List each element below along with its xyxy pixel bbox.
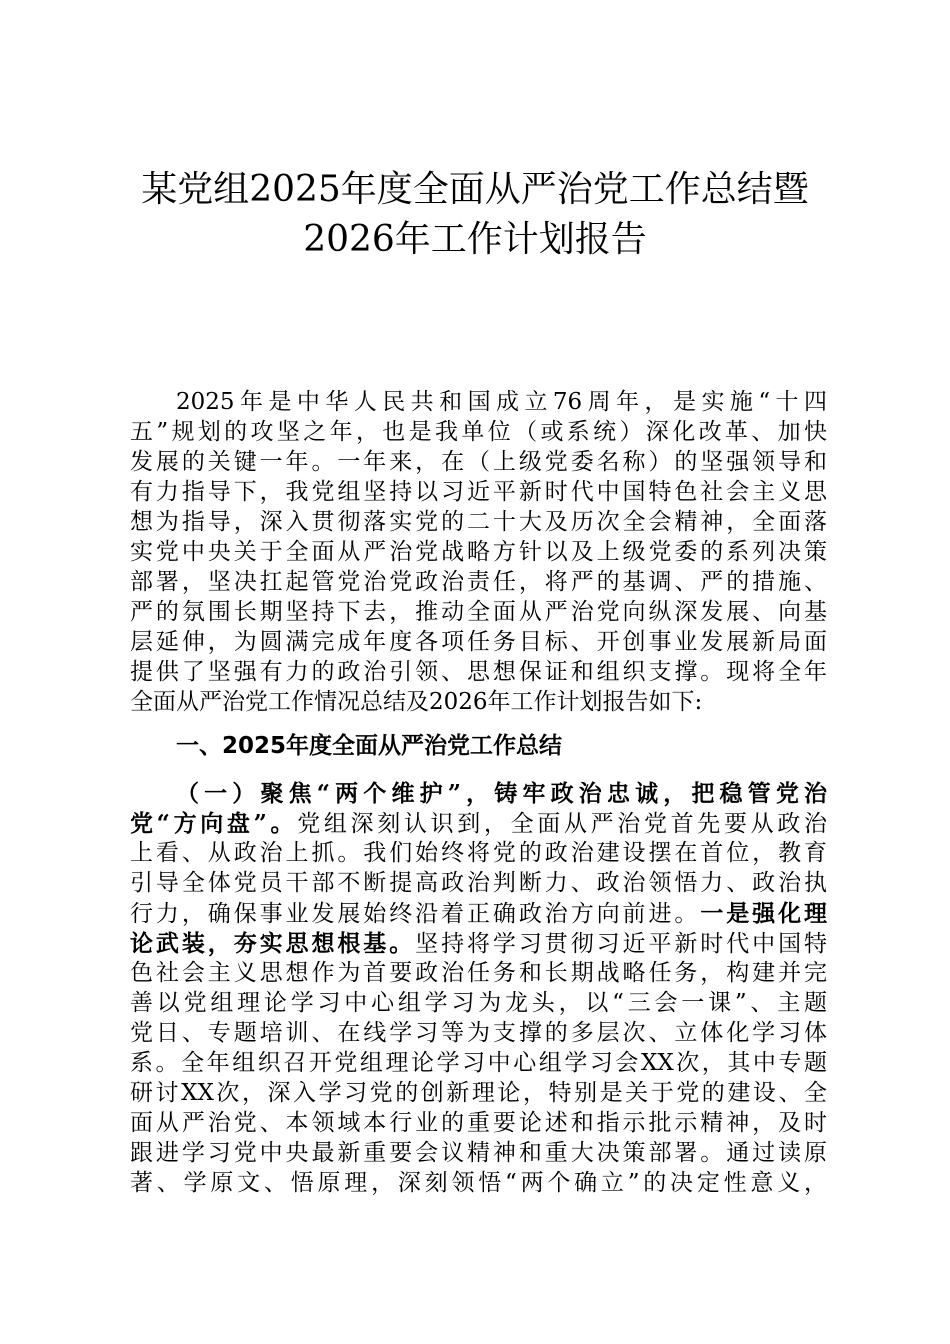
subsection-title-end: 党“方向盘”。 [130,810,298,837]
intro-line: 提供了坚强有力的政治引领、思想保证和组织支撑。现将全年 [130,659,827,685]
intro-line: 想为指导，深入贯彻落实党的二十大及历次全会精神，全面落 [130,509,827,535]
intro-line: 实党中央关于全面从严治党战略方针以及上级党委的系列决策 [130,539,827,565]
intro-line: 严的氛围长期坚持下去，推动全面从严治党向纵深发展、向基 [130,599,827,625]
subsection-line [130,929,827,961]
subsection-line: 引导全体党员干部不断提高政治判断力、政治领悟力、政治执 [130,870,827,896]
document-title-line-2: 2026年工作计划报告 [303,219,647,260]
intro-line: 发展的关键一年。一年来，在（上级党委名称）的坚强领导和 [130,449,827,475]
subsection-line: 上看、从政治上抓。我们始终将党的政治建设摆在首位，教育 [130,840,827,866]
subsection-text: 坚持将学习贯彻习近平新时代中国特 [415,931,828,957]
subsection-line: 党日、专题培训、在线学习等为支撑的多层次、立体化学习体 [130,1020,827,1046]
subsection-line [130,899,827,931]
point-title-end: 论武装，夯实思想根基。 [130,930,416,957]
subsection-line: 研讨XX次，深入学习党的创新理论，特别是关于党的建设、全 [130,1080,827,1106]
subsection-line: 色社会主义思想作为首要政治任务和长期战略任务，构建并完 [130,960,827,986]
intro-line: 2025年是中华人民共和国成立76周年，是实施“十四 [176,389,827,415]
subsection-text: 党组深刻认识到，全面从严治党首先要从政治 [297,811,827,837]
subsection-line: 善以党组理论学习中心组学习为龙头，以“三会一课”、主题 [130,990,827,1016]
point-title: 一是强化理 [700,900,828,927]
document-title-line-1: 某党组2025年度全面从严治党工作总结暨 [141,169,809,210]
intro-line: 五”规划的攻坚之年，也是我单位（或系统）深化改革、加快 [130,419,827,445]
section-heading: 一、2025年度全面从严治党工作总结 [176,733,563,759]
intro-line: 部署，坚决扛起管党治党政治责任，将严的基调、严的措施、 [130,569,827,595]
intro-line: 层延伸，为圆满完成年度各项任务目标、开创事业发展新局面 [130,629,827,655]
subsection-line: 面从严治党、本领域本行业的重要论述和指示批示精神，及时 [130,1110,827,1136]
subsection-title-line: （一）聚焦“两个维护”，铸牢政治忠诚，把稳管党治 [176,780,827,807]
subsection-line: 系。全年组织召开党组理论学习中心组学习会XX次，其中专题 [130,1050,827,1076]
intro-line: 全面从严治党工作情况总结及2026年工作计划报告如下: [130,689,703,715]
subsection-line: 跟进学习党中央最新重要会议精神和重大决策部署。通过读原 [130,1140,827,1166]
intro-line: 有力指导下，我党组坚持以习近平新时代中国特色社会主义思 [130,479,827,505]
subsection-text: 行力，确保事业发展始终沿着正确政治方向前进。 [130,901,701,927]
subsection-line: 著、学原文、悟原理，深刻领悟“两个确立”的决定性意义， [130,1170,827,1196]
subsection-line [130,809,827,841]
